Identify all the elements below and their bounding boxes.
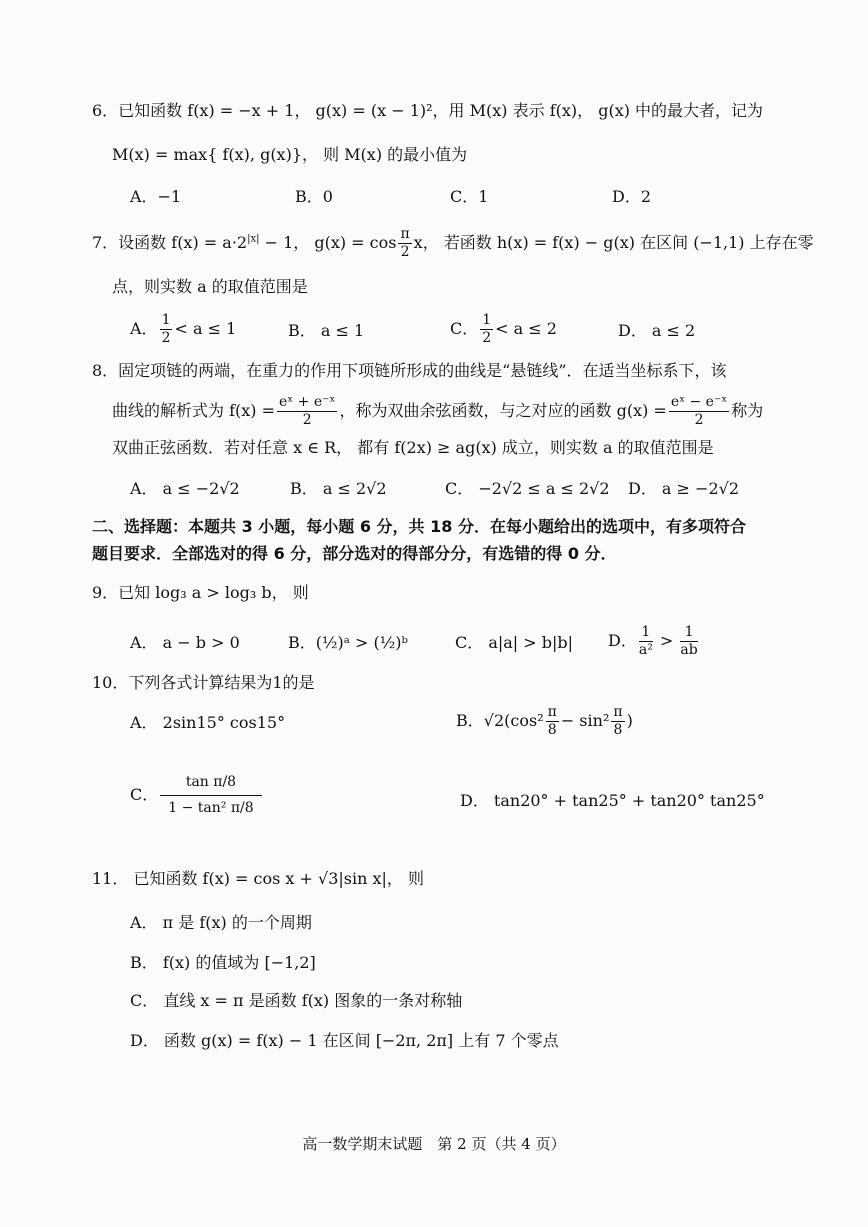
q7-option-d: D． a ≤ 2 bbox=[618, 321, 696, 340]
option-label: A． bbox=[130, 319, 158, 338]
q7-pi-over-2 bbox=[398, 226, 411, 261]
q8-option-d: D． a ≥ −2√2 bbox=[628, 479, 739, 498]
q7-option-c-frac bbox=[480, 312, 493, 347]
frac-numerator: tan π/8 bbox=[160, 770, 261, 796]
q10-option-b bbox=[456, 704, 633, 739]
q9-option-b bbox=[288, 632, 408, 654]
frac-denominator: 8 bbox=[613, 722, 623, 738]
q8-line2 bbox=[112, 394, 763, 429]
frac-denominator: ab bbox=[680, 642, 698, 658]
frac-numerator: 1 bbox=[161, 312, 171, 328]
q7-line1-part-b: − 1， g(x) = cos bbox=[259, 233, 397, 252]
option-tail: < a ≤ 2 bbox=[495, 319, 557, 338]
page-footer: 高一数学期末试题 第 2 页（共 4 页） bbox=[302, 1135, 566, 1153]
q6-option-a: A．−1 bbox=[130, 187, 182, 206]
option-label: B． bbox=[288, 633, 316, 652]
frac-denominator: 2 bbox=[694, 412, 704, 428]
frac-denominator: 2 bbox=[400, 244, 410, 260]
q10-stem: 10．下列各式计算结果为1的是 bbox=[92, 673, 315, 692]
q7-option-b: B． a ≤ 1 bbox=[288, 321, 365, 340]
q7-option-a bbox=[130, 312, 236, 347]
q6-option-c: C．1 bbox=[450, 187, 489, 206]
option-part: − sin² bbox=[560, 711, 610, 730]
q11-option-b: B． f(x) 的值域为 [−1,2] bbox=[130, 953, 316, 972]
option-tail: < a ≤ 1 bbox=[174, 319, 237, 338]
option-part: √2(cos² bbox=[483, 711, 544, 730]
q11-option-a: A． π 是 f(x) 的一个周期 bbox=[130, 913, 312, 932]
q10-option-a: A． 2sin15° cos15° bbox=[130, 713, 286, 732]
frac-denominator: a² bbox=[638, 642, 653, 658]
q10-option-d: D． tan20° + tan25° + tan20° tan25° bbox=[460, 791, 765, 810]
frac-numerator: π bbox=[613, 704, 623, 720]
frac-denominator: 2 bbox=[302, 412, 312, 428]
q9-option-d: D． $\frac{1}{\text{a²}}$ > $\frac{1}{ab}$ bbox=[608, 624, 698, 658]
q9-frac-1-over-a2 bbox=[639, 624, 653, 659]
q9-option-c: C． a|a| > b|b| bbox=[455, 633, 574, 652]
frac-numerator: 1 bbox=[482, 312, 492, 328]
frac-denominator: 2 bbox=[482, 330, 492, 346]
q8-line3: 双曲正弦函数．若对任意 x ∈ R， 都有 f(2x) ≥ ag(x) 成立，则实数 a 的取值范围是 bbox=[112, 438, 714, 457]
q7-option-a-frac bbox=[160, 312, 173, 347]
q6-line2: M(x) = max{ f(x), g(x)}， 则 M(x) 的最小值为 bbox=[112, 145, 468, 164]
q11-option-d: D． 函数 g(x) = f(x) − 1 在区间 [−2π, 2π] 上有 7 个零点 bbox=[130, 1031, 559, 1050]
q8-line2-part-b: ，称为双曲余弦函数，与之对应的函数 g(x) = bbox=[339, 401, 667, 420]
option-label: B． bbox=[456, 711, 484, 730]
frac-numerator: 1 bbox=[639, 624, 653, 642]
q9-stem: 9．已知 log₃ a > log₃ b， 则 bbox=[92, 583, 309, 602]
q7-line1-part-a: 7．设函数 f(x) = a·2 bbox=[92, 233, 248, 252]
section2-heading-line1: 二、选择题：本题共 3 小题，每小题 6 分，共 18 分．在每小题给出的选项中，有多项符合 bbox=[92, 517, 746, 536]
q8-cosh-frac bbox=[277, 394, 337, 429]
q8-line2-part-a: 曲线的解析式为 f(x) = bbox=[112, 401, 276, 420]
q7-exponent: |x| bbox=[247, 233, 260, 245]
q7-line1 bbox=[92, 226, 814, 261]
option-part: ) bbox=[626, 711, 633, 730]
q8-option-c: C． −2√2 ≤ a ≤ 2√2 bbox=[445, 479, 610, 498]
q10-pi-over-8-a bbox=[546, 704, 559, 739]
frac-numerator: π bbox=[400, 226, 410, 242]
frac-denominator: 2 bbox=[161, 330, 171, 346]
q8-line2-part-c: 称为 bbox=[731, 401, 764, 420]
q6-option-b: B．0 bbox=[295, 187, 333, 206]
q7-line2: 点，则实数 a 的取值范围是 bbox=[112, 277, 308, 296]
q10-pi-over-8-b bbox=[611, 704, 624, 739]
q10-option-c-frac bbox=[160, 770, 261, 821]
option-label: C． bbox=[130, 785, 159, 804]
option-expression: (½)ᵃ > (½)ᵇ bbox=[315, 633, 408, 652]
option-label: D． bbox=[608, 631, 637, 650]
section2-heading-line2: 题目要求．全部选对的得 6 分，部分选对的得部分分，有选错的得 0 分． bbox=[92, 544, 617, 563]
q8-option-a: A． a ≤ −2√2 bbox=[130, 479, 240, 498]
q11-option-c: C． 直线 x = π 是函数 f(x) 图象的一条对称轴 bbox=[130, 991, 463, 1010]
q7-option-c bbox=[450, 312, 557, 347]
q8-line1: 8．固定项链的两端，在重力的作用下项链所形成的曲线是“悬链线”．在适当坐标系下，该 bbox=[92, 361, 727, 380]
q10-option-c bbox=[130, 770, 264, 821]
frac-numerator: 1 bbox=[680, 624, 697, 642]
q8-option-b: B． a ≤ 2√2 bbox=[290, 479, 387, 498]
option-label: C． bbox=[450, 319, 479, 338]
q9-option-a: A． a − b > 0 bbox=[130, 633, 240, 652]
frac-numerator: eˣ + e⁻ˣ bbox=[279, 394, 336, 410]
q6-option-d: D．2 bbox=[612, 187, 652, 206]
q9-frac-1-over-ab bbox=[680, 624, 697, 659]
q6-line1: 6．已知函数 f(x) = −x + 1， g(x) = (x − 1)²，用 M(x) 表示 f(x)， g(x) 中的最大者，记为 bbox=[92, 101, 764, 120]
q8-sinh-frac bbox=[669, 394, 729, 429]
frac-denominator: 1 − tan² π/8 bbox=[168, 800, 254, 816]
frac-numerator: eˣ − e⁻ˣ bbox=[670, 394, 728, 410]
frac-denominator: 8 bbox=[547, 722, 557, 738]
q11-stem: 11． 已知函数 f(x) = cos x + √3|sin x|， 则 bbox=[92, 869, 425, 888]
q7-line1-part-c: x， 若函数 h(x) = f(x) − g(x) 在区间 (−1,1) 上存在零 bbox=[413, 233, 814, 252]
frac-numerator: π bbox=[547, 704, 557, 720]
